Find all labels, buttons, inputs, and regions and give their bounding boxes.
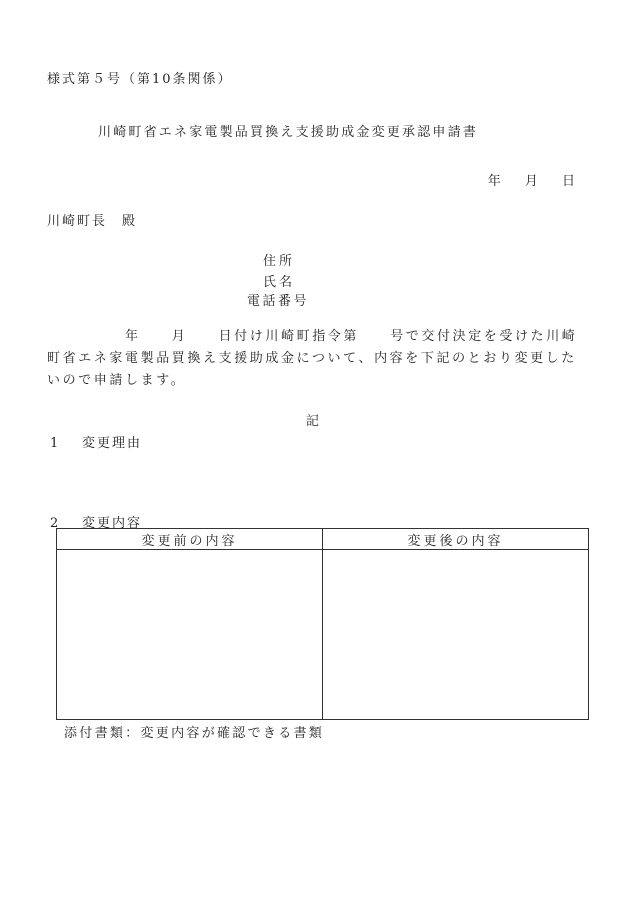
header-before-change: 変更前の内容	[57, 529, 323, 550]
document-title: 川崎町省エネ家電製品買換え支援助成金変更承認申請書	[98, 125, 479, 140]
phone-label: 電話番号	[247, 294, 310, 309]
item-number: 2	[50, 516, 61, 531]
item-number: 1	[50, 436, 61, 451]
name-label: 氏名	[263, 275, 296, 290]
change-content-table	[56, 528, 589, 720]
ki-heading: 記	[306, 414, 320, 429]
attachment-note: 添付書類：変更内容が確認できる書類	[64, 726, 325, 741]
item-change-reason	[50, 432, 142, 451]
item-label: 変更理由	[82, 436, 143, 451]
form-number: 様式第５号（第10条関係）	[47, 72, 233, 87]
cell-before-change[interactable]	[57, 550, 323, 720]
cell-after-change[interactable]	[323, 550, 589, 720]
addressee: 川崎町長 殿	[47, 214, 138, 229]
address-label: 住所	[263, 254, 296, 269]
date-line: 年 月 日	[487, 174, 575, 189]
header-after-change: 変更後の内容	[323, 529, 589, 550]
item-label: 変更内容	[82, 516, 143, 531]
application-body-text: 年 月 日付け川崎町指令第 号で交付決定を受けた川崎町省エネ家電製品買換え支援助成金について、内容を下記のとおり変更したいので申請します。	[47, 329, 578, 388]
